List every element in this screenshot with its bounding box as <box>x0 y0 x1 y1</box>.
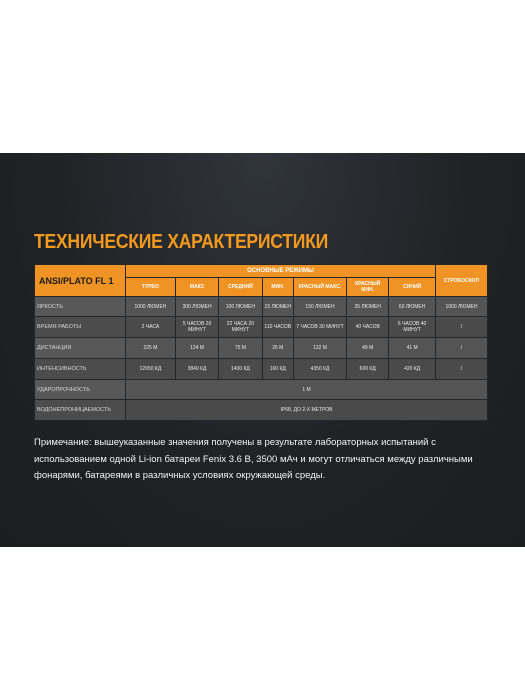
cell-runtime-min: 110 ЧАСОВ <box>262 317 293 338</box>
cell-runtime-red-max: 7 ЧАСОВ 30 МИНУТ <box>293 317 346 338</box>
cell-distance-min: 25 М <box>262 338 293 359</box>
mode-header-turbo: ТУРБО <box>126 278 176 297</box>
cell-runtime-blue: 6 ЧАСОВ 40 МИНУТ <box>389 317 436 338</box>
cell-intensity-medium: 1400 КД <box>219 359 262 380</box>
cell-runtime-medium: 22 ЧАСА 20 МИНУТ <box>219 317 262 338</box>
row-label-intensity: ИНТЕНСИВНОСТЬ <box>35 359 126 380</box>
cell-intensity-turbo: 12650 КД <box>126 359 176 380</box>
table-row <box>35 297 488 317</box>
mode-header-max: МАКС <box>175 278 218 297</box>
cell-intensity-max: 3840 КД <box>175 359 218 380</box>
mode-header-min: МИН. <box>262 278 293 297</box>
cell-runtime-max: 5 ЧАСОВ 20 МИНУТ <box>175 317 218 338</box>
specs-table <box>34 264 488 421</box>
mode-header-medium: СРЕДНИЙ <box>219 278 262 297</box>
cell-brightness-blue: 60 ЛЮМЕН <box>389 297 436 317</box>
cell-intensity-blue: 420 КД <box>389 359 436 380</box>
cell-runtime-turbo: 2 ЧАСА <box>126 317 176 338</box>
cell-brightness-red-min: 25 ЛЮМЕН <box>347 297 389 317</box>
cell-runtime-strobe: / <box>435 317 487 338</box>
main-modes-header: ОСНОВНЫЕ РЕЖИМЫ <box>126 265 436 278</box>
strobe-header: СТРОБОСКОП <box>435 265 487 297</box>
cell-brightness-red-max: 150 ЛЮМЕН <box>293 297 346 317</box>
cell-distance-red-min: 49 М <box>347 338 389 359</box>
cell-distance-red-max: 132 М <box>293 338 346 359</box>
row-label-distance: ДИСТАНЦИЯ <box>35 338 126 359</box>
cell-distance-blue: 41 М <box>389 338 436 359</box>
cell-intensity-red-min: 600 КД <box>347 359 389 380</box>
table-row <box>35 400 488 421</box>
cell-brightness-max: 300 ЛЮМЕН <box>175 297 218 317</box>
cell-brightness-turbo: 1000 ЛЮМЕН <box>126 297 176 317</box>
mode-header-red-min: КРАСНЫЙ МИН. <box>347 278 389 297</box>
cell-distance-medium: 75 М <box>219 338 262 359</box>
cell-intensity-strobe: / <box>435 359 487 380</box>
cell-distance-max: 124 М <box>175 338 218 359</box>
model-header: ANSI/PLATO FL 1 <box>35 265 126 297</box>
cell-distance-turbo: 225 М <box>126 338 176 359</box>
cell-intensity-red-max: 4350 КД <box>293 359 346 380</box>
cell-impact: 1 М <box>126 380 488 400</box>
row-label-impact: УДАРОПРОЧНОСТЬ <box>35 380 126 400</box>
mode-header-blue: СИНИЙ <box>389 278 436 297</box>
cell-brightness-min: 15 ЛЮМЕН <box>262 297 293 317</box>
footnote: Примечание: вышеуказанные значения получены в результате лабораторных испытаний с использованием одной Li-ion батареи Fenix 3.6 В, 3500 мАч и могут отличаться между различными фонарями, батареями в различных условиях окружающей среды. <box>34 437 473 481</box>
table-row <box>35 338 488 359</box>
cell-runtime-red-min: 40 ЧАСОВ <box>347 317 389 338</box>
table-row <box>35 317 488 338</box>
mode-header-red-max: КРАСНЫЙ МАКС. <box>293 278 346 297</box>
cell-distance-strobe: / <box>435 338 487 359</box>
row-label-brightness: ЯРКОСТЬ <box>35 297 126 317</box>
cell-waterproof: IP68, ДО 2-Х МЕТРОВ <box>126 400 488 421</box>
row-label-runtime: ВРЕМЯ РАБОТЫ <box>35 317 126 338</box>
cell-brightness-medium: 100 ЛЮМЕН <box>219 297 262 317</box>
cell-intensity-min: 160 КД <box>262 359 293 380</box>
row-label-waterproof: ВОДОНЕПРОНИЦАЕМОСТЬ <box>35 400 126 421</box>
cell-brightness-strobe: 1000 ЛЮМЕН <box>435 297 487 317</box>
table-row <box>35 380 488 400</box>
table-row <box>35 359 488 380</box>
page-title: ТЕХНИЧЕСКИЕ ХАРАКТЕРИСТИКИ <box>34 231 329 253</box>
